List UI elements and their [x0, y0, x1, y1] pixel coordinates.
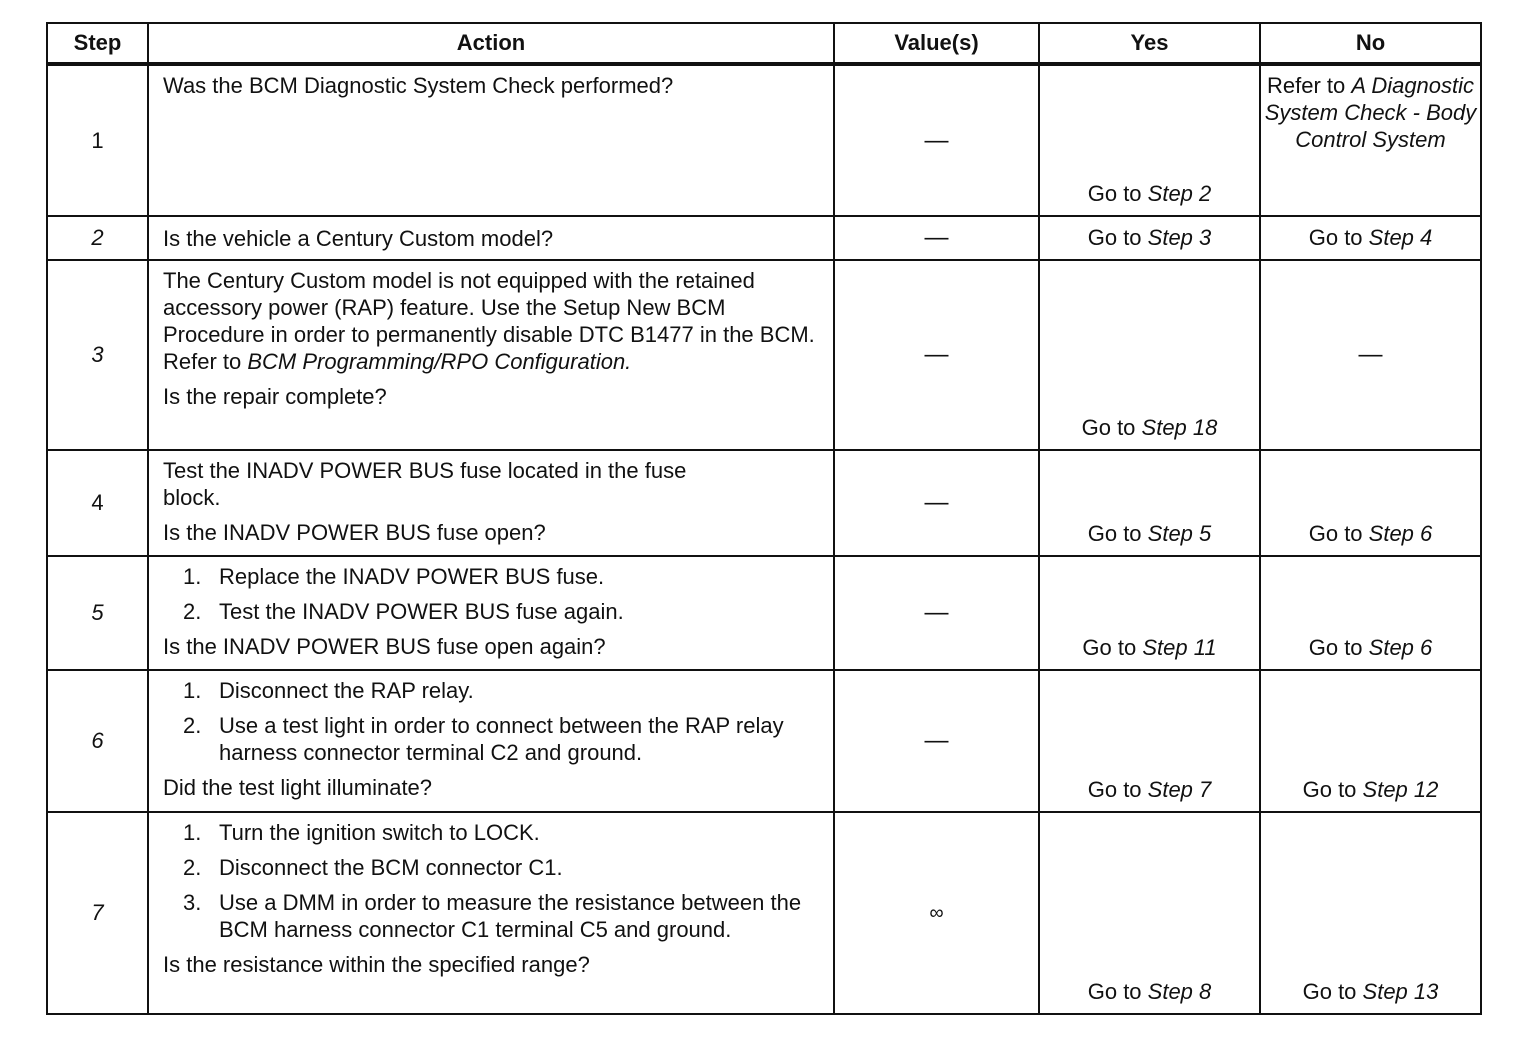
action-text: The Century Custom model is not equipped with the retained accessory power (RAP) feature. Use the Setup New BCM Procedure in order to permanently disable DTC B1477 in the BCM. Refer to	[163, 268, 815, 374]
action-question: Did the test light illuminate?	[163, 775, 433, 800]
step-number: 5	[47, 556, 148, 670]
yes-prefix: Go to	[1087, 181, 1148, 206]
table-row	[47, 670, 1481, 812]
action-cell	[148, 64, 834, 216]
action-text: Is the vehicle a Century Custom model?	[163, 225, 554, 251]
table-row	[47, 450, 1481, 556]
no-prefix: Refer to	[1266, 73, 1352, 98]
yes-prefix: Go to	[1087, 777, 1148, 802]
action-question: Is the INADV POWER BUS fuse open?	[163, 520, 546, 545]
action-cell	[148, 260, 834, 450]
no-cell	[1260, 64, 1481, 216]
no-step-link[interactable]: Step 6	[1368, 635, 1433, 660]
list-item: 2. Test the INADV POWER BUS fuse again.	[183, 599, 624, 624]
action-steps-list	[163, 677, 819, 766]
no-cell	[1260, 450, 1481, 556]
table-row	[47, 260, 1481, 450]
action-cell	[148, 450, 834, 556]
no-prefix: Go to	[1308, 521, 1369, 546]
action-cell	[148, 216, 834, 260]
action-text: Was the BCM Diagnostic System Check performed?	[163, 73, 674, 98]
no-prefix: Go to	[1308, 635, 1369, 660]
action-question: Is the resistance within the specified range?	[163, 952, 590, 977]
header-action: Action	[148, 23, 834, 64]
header-step: Step	[47, 23, 148, 64]
list-item: 1. Disconnect the RAP relay.	[183, 678, 474, 703]
no-cell	[1260, 812, 1481, 1014]
yes-step-link[interactable]: Step 18	[1141, 415, 1218, 440]
diagnostic-table	[46, 22, 1482, 1015]
step-number: 4	[47, 450, 148, 556]
value-cell: —	[834, 670, 1039, 812]
yes-cell	[1039, 812, 1260, 1014]
yes-step-link[interactable]: Step 5	[1147, 521, 1212, 546]
action-reference[interactable]: BCM Programming/RPO Configuration.	[247, 349, 632, 374]
no-cell	[1260, 670, 1481, 812]
value-cell: —	[834, 450, 1039, 556]
value-cell: —	[834, 556, 1039, 670]
action-question: Is the repair complete?	[163, 384, 387, 409]
step-number: 7	[47, 812, 148, 1014]
action-text: Test the INADV POWER BUS fuse located in the fuse block.	[163, 458, 687, 510]
yes-cell	[1039, 556, 1260, 670]
value-cell: ∞	[834, 812, 1039, 1014]
step-number: 1	[47, 64, 148, 216]
list-item: 2. Disconnect the BCM connector C1.	[183, 855, 563, 880]
header-no: No	[1260, 23, 1481, 64]
table-row	[47, 216, 1481, 260]
yes-step-link[interactable]: Step 3	[1147, 225, 1212, 250]
yes-cell	[1039, 216, 1260, 260]
list-item: 1. Replace the INADV POWER BUS fuse.	[183, 564, 605, 589]
yes-prefix: Go to	[1087, 225, 1148, 250]
action-cell	[148, 812, 834, 1014]
yes-prefix: Go to	[1081, 415, 1142, 440]
yes-prefix: Go to	[1087, 979, 1148, 1004]
no-cell	[1260, 216, 1481, 260]
no-step-link[interactable]: Step 12	[1362, 777, 1439, 802]
no-step-link[interactable]: Step 4	[1368, 225, 1433, 250]
action-cell	[148, 556, 834, 670]
list-item: 1. Turn the ignition switch to LOCK.	[183, 820, 540, 845]
list-item: 3. Use a DMM in order to measure the resistance between the BCM harness connector C1 terminal C5 and ground.	[183, 890, 802, 942]
yes-cell	[1039, 670, 1260, 812]
table-row	[47, 64, 1481, 216]
yes-cell	[1039, 450, 1260, 556]
header-values: Value(s)	[834, 23, 1039, 64]
value-cell: —	[834, 260, 1039, 450]
yes-step-link[interactable]: Step 8	[1147, 979, 1212, 1004]
no-prefix: Go to	[1302, 777, 1363, 802]
yes-step-link[interactable]: Step 11	[1142, 635, 1217, 660]
yes-cell	[1039, 64, 1260, 216]
yes-cell	[1039, 260, 1260, 450]
yes-prefix: Go to	[1087, 521, 1148, 546]
no-prefix: Go to	[1308, 225, 1369, 250]
value-cell: —	[834, 64, 1039, 216]
step-number: 2	[47, 216, 148, 260]
action-cell	[148, 670, 834, 812]
step-number: 6	[47, 670, 148, 812]
no-cell	[1260, 556, 1481, 670]
action-question: Is the INADV POWER BUS fuse open again?	[163, 634, 606, 659]
table-row	[47, 812, 1481, 1014]
no-reference-link[interactable]: A Diagnostic System Check - Body Control System	[1264, 73, 1477, 152]
no-cell: —	[1260, 260, 1481, 450]
list-item: 2. Use a test light in order to connect between the RAP relay harness connector terminal C2 and ground.	[183, 713, 784, 765]
header-yes: Yes	[1039, 23, 1260, 64]
yes-step-link[interactable]: Step 2	[1147, 181, 1212, 206]
yes-step-link[interactable]: Step 7	[1147, 777, 1212, 802]
action-steps-list	[163, 563, 819, 625]
step-number: 3	[47, 260, 148, 450]
yes-prefix: Go to	[1082, 635, 1143, 660]
action-steps-list	[163, 819, 819, 943]
value-cell: —	[834, 216, 1039, 260]
no-step-link[interactable]: Step 6	[1368, 521, 1433, 546]
table-row	[47, 556, 1481, 670]
no-step-link[interactable]: Step 13	[1362, 979, 1439, 1004]
no-prefix: Go to	[1302, 979, 1363, 1004]
header-row	[47, 23, 1481, 64]
